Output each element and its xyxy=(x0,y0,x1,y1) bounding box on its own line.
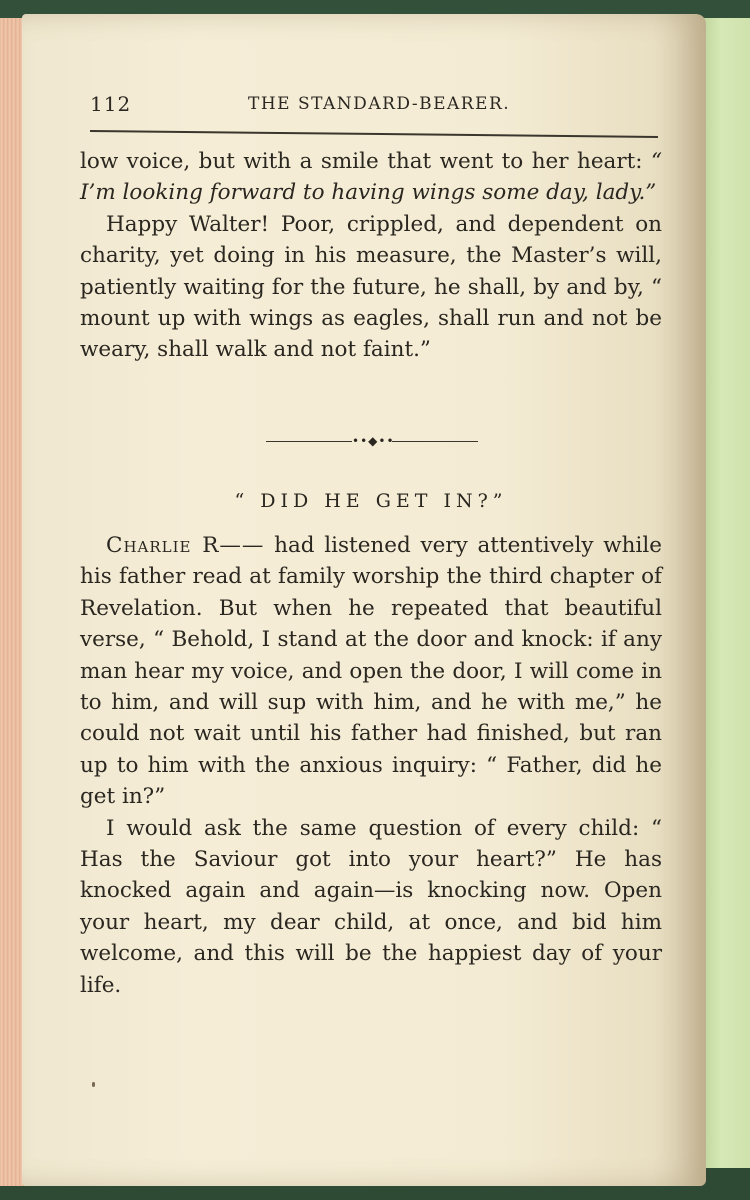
lead-name: Charlie R—— xyxy=(106,533,265,558)
paragraph-charlie-rest: had listened very attentively while his father read at family worship the third chapter of Revelation. But when he repeated that beautiful verse, “ Behold, I stand at the door and knock: if any man hear my voice, and open the door, I will come in to him, and will sup with him, and he with me,” he could not wait until his father had finished, but ran up to him with the anxious inquiry: “ Father, did he get in?” xyxy=(80,533,662,810)
page-header xyxy=(90,92,656,126)
divider-line-right xyxy=(392,441,478,442)
paragraph-continued-quote: “ I’m looking forward to having wings some day, lady.” xyxy=(80,149,662,206)
page-number: 112 xyxy=(90,92,132,116)
divider-line-left xyxy=(266,441,352,442)
divider-center-ornament: ••◆•• xyxy=(352,434,395,448)
paragraph-continued-plain: low voice, but with a smile that went to her heart: xyxy=(80,149,643,174)
paper-speck xyxy=(92,1082,95,1087)
section-body xyxy=(80,530,662,1001)
paragraph-continued xyxy=(80,146,662,209)
paragraph-happy-walter: Happy Walter! Poor, crippled, and dependent on charity, yet doing in his measure, the Master’s will, patiently waiting for the future, he shall, by and by, “ mount up with wings as eagles, shall run and not be weary, shall walk and not faint.” xyxy=(80,211,662,363)
section-divider-ornament xyxy=(266,434,478,448)
paragraph-charlie xyxy=(80,530,662,813)
continued-text xyxy=(80,146,662,366)
running-head: THE STANDARD-BEARER. xyxy=(248,94,511,114)
paragraph-closing: I would ask the same question of every child: “ Has the Saviour got into your heart?” He has knocked again and again—is knocking now. Open your heart, my dear child, at once, and bid him welcome, and this will be the happiest day of your life. xyxy=(80,815,662,998)
section-title: “ DID HE GET IN?” xyxy=(234,490,508,512)
